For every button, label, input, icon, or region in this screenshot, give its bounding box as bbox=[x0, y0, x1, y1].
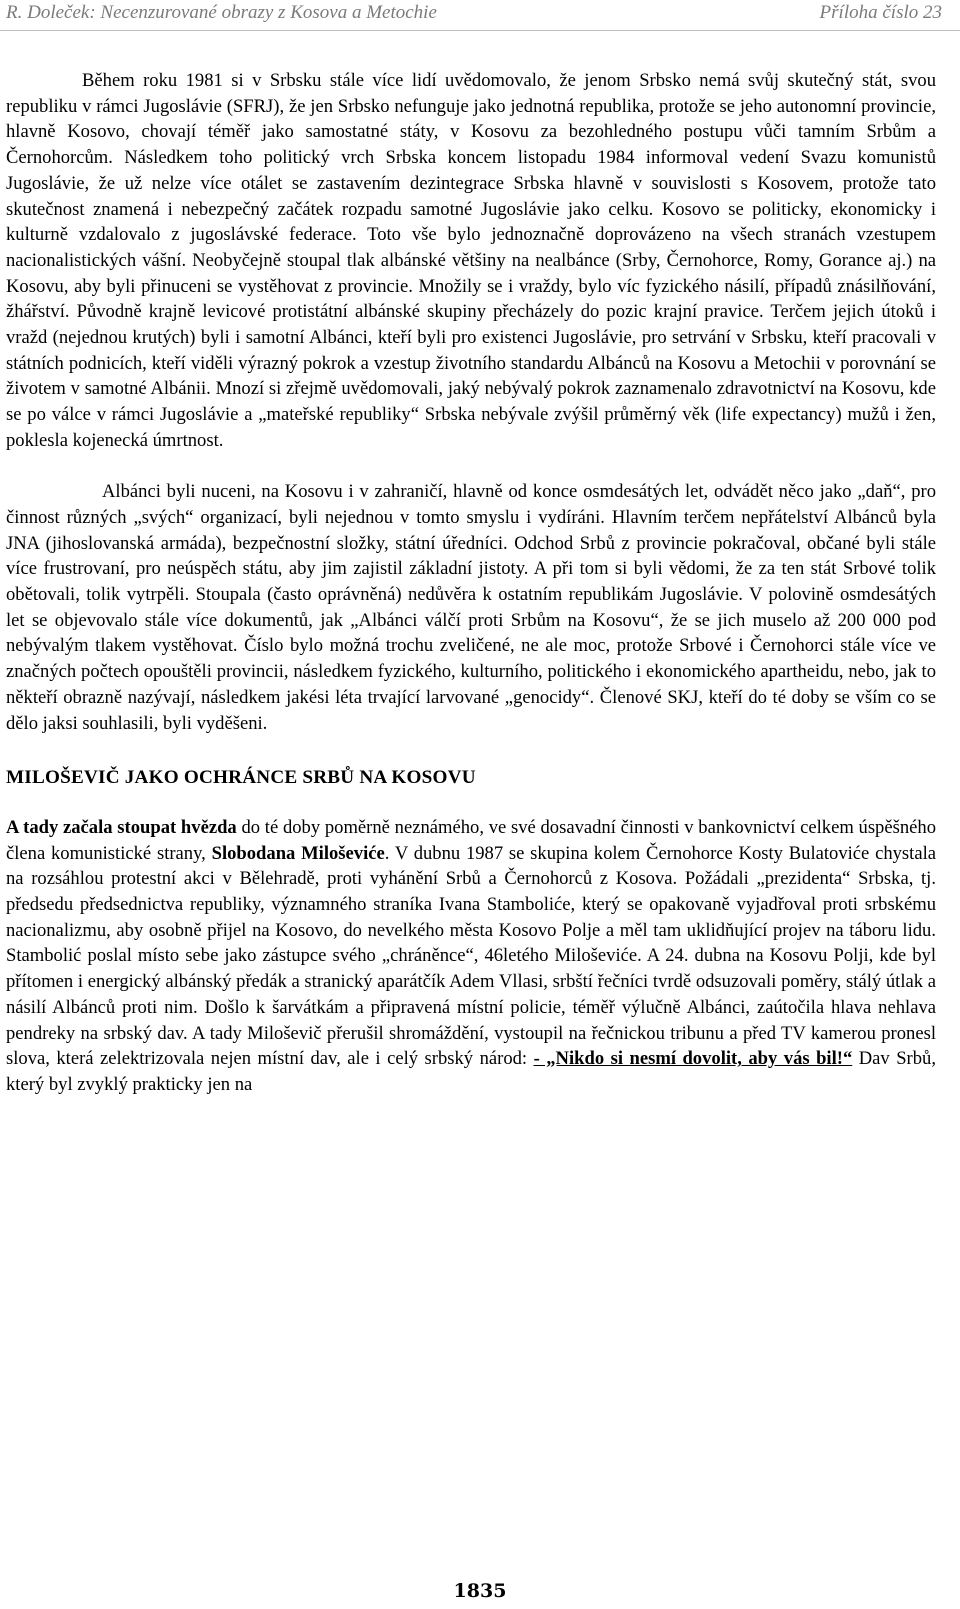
paragraph-3-text-b: . V dubnu 1987 se skupina kolem Černohorce Kosty Bulatoviće chystala na rozsáhlou protestní akci v Bělehradě, proti vyhánění Srbů a Černohorců z Kosova. Požádali „prezidenta“ Srbska, tj. předsedu předsednictva republiky, významného straníka Ivana Stamboliće, který se opakovaně vyjadřoval proti srbskému nacionalizmu, aby osobně přijel na Kosovo, do nevelkého města Kosovo Polje a měl tam uklidňující projev na táboru lidu. Stambolić poslal místo sebe jako zástupce svého „chráněnce“, 46letého Miloševiće. A 24. dubna na Kosovu Polji, kde byl přítomen i energický albánský předák a stranický aparátčík Adem Vllasi, srbští řečníci tvrdě odsuzovali poměry, stálý útlak a násilí Albánců proti nim. Došlo k šarvátkám a připravená místní policie, téměř výlučně Albánci, zaútočila hlava nehlava pendreky na srbský dav. A tady Miloševič přerušil shromáždění, vystoupil na řečnickou tribunu a před TV kamerou pronesl slova, která zelektrizovala nejen místní dav, ale i celý srbský národ: bbox=[6, 842, 936, 1070]
header-title: R. Doleček: Necenzurované obrazy z Kosova a Metochie bbox=[6, 2, 437, 23]
paragraph-3-quote: - „Nikdo si nesmí dovolit, aby vás bil!“ bbox=[533, 1048, 853, 1070]
paragraph-3-bold-name: Slobodana Miloševiće bbox=[211, 842, 385, 864]
section-heading: MILOŠEVIČ JAKO OCHRÁNCE SRBŮ NA KOSOVU bbox=[6, 767, 476, 789]
paragraph-3-text-a: do té doby poměrně neznámého, ve své dosavadní činnosti v bankovnictví celkem úspěšného člena komunistické strany, bbox=[6, 816, 936, 864]
paragraph-1: Během roku 1981 si v Srbsku stále více lidí uvědomovalo, že jenom Srbsko nemá svůj skutečný stát, svou republiku v rámci Jugoslávie (SFRJ), že jen Srbsko nefunguje jako jednotná republika, protože se jeho autonomní provincie, hlavně Kosovo, chovají téměř jako samostatné státy, v Kosovu za bezohledného postupu vůči tamním Srbům a Černohorcům. Následkem toho politický vrch Srbska koncem listopadu 1984 informoval vedení Svazu komunistů Jugoslávie, že už nelze více otálet se zastavením dezintegrace Srbska hlavně v souvislosti s Kosovem, protože tato skutečnost znamená i nebezpečný začátek rozpadu samotné Jugoslávie jako celku. Kosovo se politicky, ekonomicky i kulturně vzdalovalo z jugoslávské federace. Toto vše bylo jednoznačně doprovázeno na všech stranách vzestupem nacionalistických vášní. Neobyčejně stoupal tlak albánské většiny na nealbánce (Srby, Černohorce, Romy, Gorance aj.) na Kosovu, aby byli přinuceni se vystěhovat z provincie. Množily se i vraždy, bylo víc fyzického násilí, případů znásilňování, žhářství. Původně krajně levicové protistátní albánské skupiny přecházely do pozic krajní pravice. Terčem jejich útoků i vražd (nejednou krutých) byli i samotní Albánci, kteří byli pro existenci Jugoslávie, pro setrvání v Srbsku, kteří pracovali v státních podnicích, kteří viděli výrazný pokrok a vzestup životního standardu Albánců na Kosovu a Metochii v porovnání se životem v samotné Albánii. Mnozí si zřejmě uvědomovali, jaký nebývalý pokrok zaznamenalo zdravotnictví na Kosovu, kde se po válce v rámci Jugoslávie a „mateřské republiky“ Srbska nebývale zvýšil průměrný věk (life expectancy) mužů i žen, poklesla kojenecká úmrtnost. bbox=[6, 70, 936, 451]
running-header bbox=[6, 0, 942, 26]
paragraph-3-bold-intro: A tady začala stoupat hvězda bbox=[6, 816, 237, 838]
paragraph-2: Albánci byli nuceni, na Kosovu i v zahraničí, hlavně od konce osmdesátých let, odvádět něco jako „daň“, pro činnost různých „svých“ organizací, byli nejednou v tomto smyslu i vydíráni. Hlavním terčem nepřátelství Albánců byla JNA (jihoslovanská armáda), bezpečnostní složky, státní úředníci. Odchod Srbů z provincie pokračoval, občané byli stále více frustrovaní, pro neúspěch státu, aby jim zajistil základní jistoty. A při tom si byli vědomi, že za ten stát Srbové tolik obětovali, tolik vytrpěli. Stoupala (často oprávněná) nedůvěra k ostatním republikám Jugoslávie. V polovině osmdesátých let se objevovalo stále více dokumentů, jak „Albánci válčí proti Srbům na Kosovu“, že se jich muselo až 200 000 pod nebývalým tlakem vystěhovat. Číslo bylo možná trochu zveličené, ne ale moc, protože Srbové i Černohorci stále více ve značných počtech opouštěli provincii, následkem fyzického, kulturního, politického i ekonomického apartheidu, nebo, jak to někteří obrazně nazývají, následkem jakési léta trvající larvované „genocidy“. Členové SKJ, kteří do té doby se vším co se dělo jaksi souhlasili, byli vyděšeni. bbox=[6, 481, 936, 734]
page-number: 1835 bbox=[453, 1580, 507, 1602]
paragraph-3-text-c: Dav Srbů, který byl zvyklý prakticky jen na bbox=[6, 1048, 936, 1095]
header-appendix-label: Příloha číslo 23 bbox=[819, 2, 942, 23]
header-divider bbox=[0, 30, 960, 31]
paragraph-3 bbox=[6, 815, 936, 1098]
document-body bbox=[6, 68, 936, 1098]
